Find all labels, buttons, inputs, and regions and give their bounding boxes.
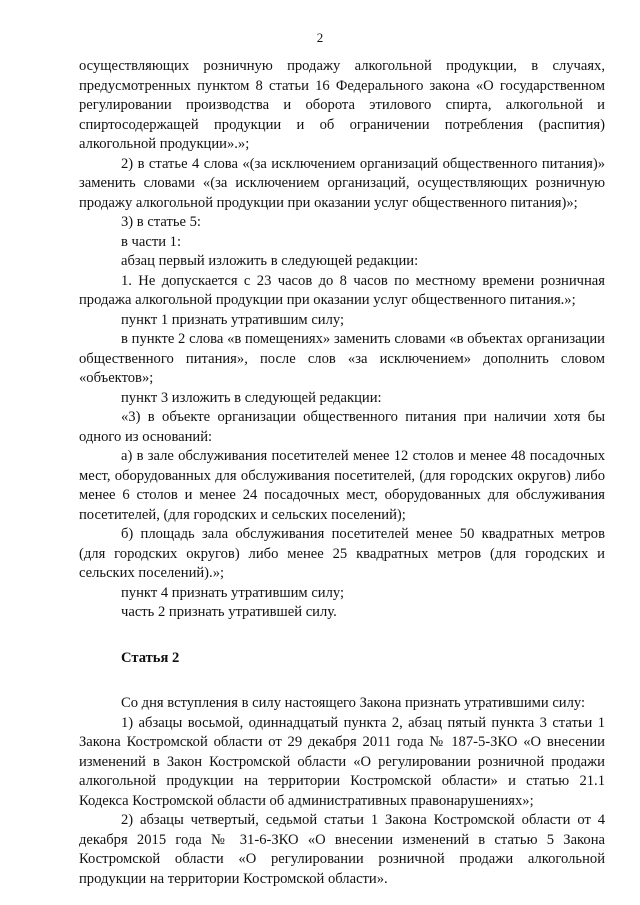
article-heading: Статья 2 [121,649,180,666]
article-paragraph-intro: Со дня вступления в силу настоящего Закона признать утратившими силу: [121,695,586,711]
paragraph-item-3: 3) в статье 5: [121,214,201,230]
document-body [79,57,605,889]
paragraph-point-3-text: «3) в объекте организации общественного питания при наличии хотя бы одного из оснований: [79,409,605,445]
paragraph-point-4: пункт 4 признать утратившим силу; [121,584,345,601]
paragraph-first-abzac: абзац первый изложить в следующей редакции: [121,253,419,269]
paragraph-continuation: осуществляющих розничную продажу алкогольной продукции, в случаях, предусмотренных пунктом 8 статьи 16 Федерального закона «О государственном регулировании производства и оборота этилового спирта, алкогольной и спиртосодержащей продукции и об ограничении потребления (распития) алкогольной продукции».»; [79,58,605,152]
article-paragraph-2: 2) абзацы четвертый, седьмой статьи 1 Закона Костромской области от 4 декабря 2015 года № 31-6-ЗКО «О внесении изменений в статью 5 Закона Костромской области «О регулировании розничной продажи алкогольной продукции на территории Костромской области». [79,812,605,887]
paragraph-item-2: 2) в статье 4 слова «(за исключением организаций общественного питания)» заменить словами «(за исключением организаций, осуществляющих розничную продажу алкогольной продукции при оказании услуг общественного питания)»; [79,155,605,211]
paragraph-new-text-1: 1. Не допускается с 23 часов до 8 часов по местному времени розничная продажа алкогольной продукции при оказании услуг общественного питания.»; [79,272,605,308]
paragraph-part-2: часть 2 признать утратившей силу. [121,604,337,620]
paragraph-subpoint-b: б) площадь зала обслуживания посетителей менее 50 квадратных метров (для городских округов) либо менее 25 квадратных метров (для городских и сельских поселений).»; [79,526,605,581]
article-paragraph-1: 1) абзацы восьмой, одиннадцатый пункта 2, абзац пятый пункта 3 статьи 1 Закона Костромской области от 29 декабря 2011 года № 187-5-ЗКО «О внесении изменений в Закон Костромской области «О регулировании розничной продажи алкогольной продукции на территории Костромской области» и статью 21.1 Кодекса Костромской области об административных правонарушениях»; [79,714,605,809]
paragraph-subpoint-a: а) в зале обслуживания посетителей менее 12 столов и менее 48 посадочных мест, оборудованных для обслуживания посетителей, (для городских округов) либо менее 6 столов и менее 24 посадочных мест, оборудованных для обслуживания посетителей, (для городских и сельских поселений); [79,448,605,523]
paragraph-point-1: пункт 1 признать утратившим силу; [121,311,345,328]
paragraph-point-3-intro: пункт 3 изложить в следующей редакции: [121,389,382,406]
paragraph-part-1: в части 1: [121,233,182,250]
paragraph-point-2: в пункте 2 слова «в помещениях» заменить словами «в объектах организации общественного питания», после слов «за исключением» дополнить словом «объектов»; [79,331,605,386]
page-number: 2 [316,30,324,45]
